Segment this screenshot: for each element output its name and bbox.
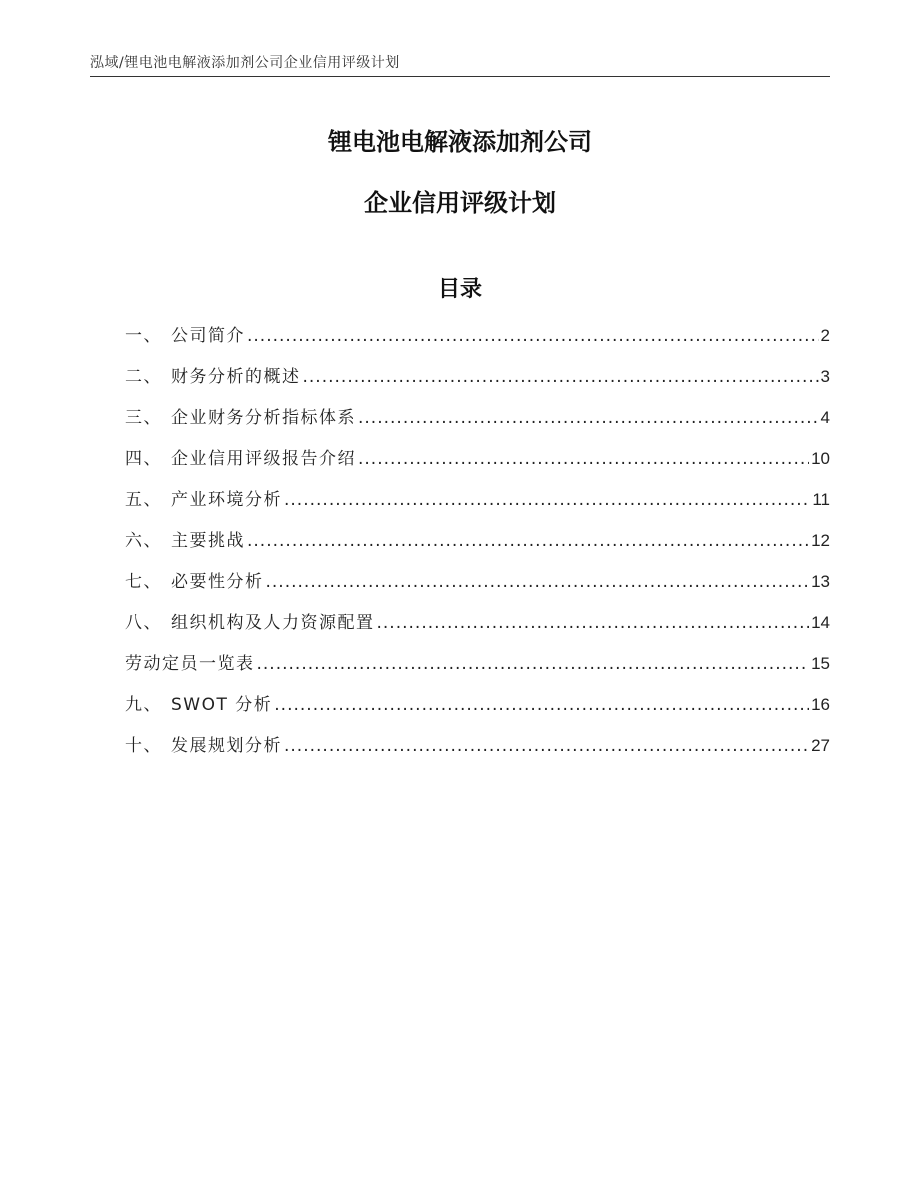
toc-entry-page: 3	[820, 367, 830, 386]
toc-entry-organization-hr[interactable]	[125, 612, 830, 653]
table-of-contents	[125, 325, 830, 776]
toc-leader-dots	[284, 489, 810, 511]
toc-entry-label: 必要性分析	[171, 572, 264, 592]
toc-entry-industry-environment[interactable]	[125, 489, 830, 530]
toc-leader-dots	[257, 653, 810, 675]
toc-entry-page: 13	[811, 572, 830, 591]
toc-entry-development-plan[interactable]	[125, 735, 830, 776]
toc-entry-page: 12	[811, 531, 830, 550]
toc-entry-number: 一、	[125, 326, 162, 346]
toc-entry-staffing-table[interactable]	[125, 653, 830, 694]
toc-leader-dots	[247, 530, 809, 552]
toc-leader-dots	[303, 366, 819, 388]
toc-entry-label: 企业财务分析指标体系	[171, 408, 356, 428]
toc-entry-number: 八、	[125, 613, 162, 633]
toc-entry-swot-analysis[interactable]	[125, 694, 830, 735]
toc-entry-number: 七、	[125, 572, 162, 592]
toc-entry-label: 组织机构及人力资源配置	[171, 613, 375, 633]
toc-entry-label: 产业环境分析	[171, 490, 282, 510]
toc-entry-page: 11	[812, 490, 830, 509]
toc-entry-financial-indicators[interactable]	[125, 407, 830, 448]
toc-leader-dots	[377, 612, 810, 634]
toc-entry-page: 16	[811, 695, 830, 714]
toc-leader-dots	[247, 325, 819, 347]
toc-entry-page: 14	[811, 613, 830, 632]
toc-entry-number: 二、	[125, 367, 162, 387]
running-header: 泓域/锂电池电解液添加剂公司企业信用评级计划	[90, 55, 400, 71]
toc-entry-page: 10	[811, 449, 830, 468]
toc-entry-page: 2	[820, 326, 830, 345]
toc-entry-label: 财务分析的概述	[171, 367, 301, 387]
toc-entry-page: 15	[811, 654, 830, 673]
toc-leader-dots	[284, 735, 809, 757]
toc-entry-number: 十、	[125, 736, 162, 756]
toc-leader-dots	[274, 694, 809, 716]
toc-entry-label: 公司简介	[171, 326, 245, 346]
document-title-line-1: 锂电池电解液添加剂公司	[328, 128, 592, 156]
toc-entry-label: 发展规划分析	[171, 736, 282, 756]
toc-leader-dots	[266, 571, 810, 593]
header-rule	[90, 76, 830, 77]
toc-entry-company-profile[interactable]	[125, 325, 830, 366]
toc-leader-dots	[358, 448, 809, 470]
document-title-line-2: 企业信用评级计划	[364, 189, 556, 217]
toc-entry-number: 五、	[125, 490, 162, 510]
toc-entry-necessity-analysis[interactable]	[125, 571, 830, 612]
toc-entry-label: 企业信用评级报告介绍	[171, 449, 356, 469]
toc-entry-number: 三、	[125, 408, 162, 428]
toc-entry-number: 九、	[125, 695, 162, 715]
toc-entry-page: 27	[811, 736, 830, 755]
toc-entry-main-challenges[interactable]	[125, 530, 830, 571]
toc-entry-number: 四、	[125, 449, 162, 469]
toc-entry-label: SWOT 分析	[171, 695, 273, 715]
toc-heading: 目录	[437, 277, 482, 302]
toc-entry-page: 4	[820, 408, 830, 427]
toc-entry-credit-rating-report[interactable]	[125, 448, 830, 489]
toc-entry-label: 劳动定员一览表	[125, 654, 255, 674]
toc-entry-number: 六、	[125, 531, 162, 551]
toc-entry-label: 主要挑战	[171, 531, 245, 551]
toc-leader-dots	[358, 407, 819, 429]
toc-entry-financial-overview[interactable]	[125, 366, 830, 407]
